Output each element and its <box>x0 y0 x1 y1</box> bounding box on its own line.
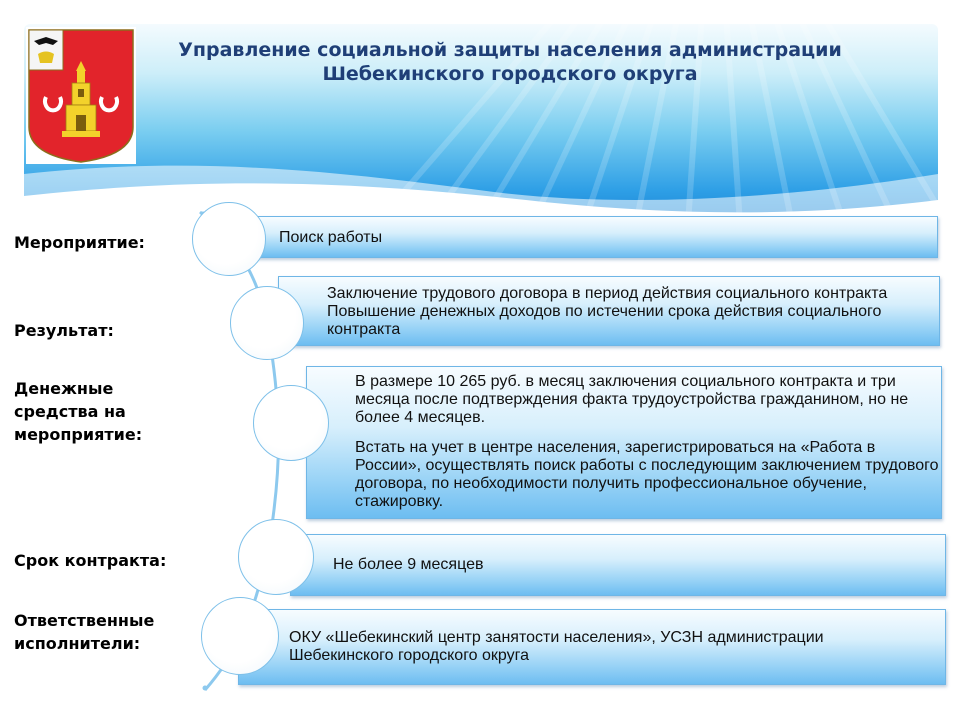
bar-responsible-text: ОКУ «Шебекинский центр занятости населения», УСЗН администрации Шебекинского городского округа <box>289 629 824 664</box>
bar-funds-text-1: В размере 10 265 руб. в месяц заключения социального контракта и три месяца после подтверждения факта трудоустройства гражданином, но не более 4 месяцев. <box>355 373 909 426</box>
timeline-node-2 <box>230 286 304 360</box>
label-funds: Денежные средства на мероприятие: <box>14 379 143 444</box>
label-term: Срок контракта: <box>14 551 167 570</box>
bar-responsible <box>238 609 946 685</box>
label-event: Мероприятие: <box>14 233 145 252</box>
timeline-node-3 <box>253 385 329 461</box>
city-emblem <box>26 27 136 164</box>
label-responsible: Ответственные исполнители: <box>14 611 155 653</box>
timeline-node-4 <box>238 519 314 595</box>
bar-event <box>244 216 938 258</box>
bar-event-text: Поиск работы <box>279 229 383 246</box>
bar-result-text: Заключение трудового договора в период действия социального контракта Повышение денежных доходов по истечении срока действия социального контракта <box>327 285 888 338</box>
bar-result <box>278 276 940 346</box>
label-result: Результат: <box>14 321 114 340</box>
timeline-node-5 <box>201 597 279 675</box>
bar-term-text: Не более 9 месяцев <box>333 556 484 573</box>
bar-funds <box>306 366 942 519</box>
bar-term <box>290 534 946 596</box>
bar-funds-text-2: Встать на учет в центре населения, зарегистрироваться на «Работа в России», осуществлять поиск работы с последующим заключением трудового договора, по необходимости получить профессиональное обучение, стажировку. <box>355 439 939 510</box>
timeline-node-1 <box>192 202 266 276</box>
page-title: Управление социальной защиты населения администрации Шебекинского городского округа <box>178 39 842 85</box>
